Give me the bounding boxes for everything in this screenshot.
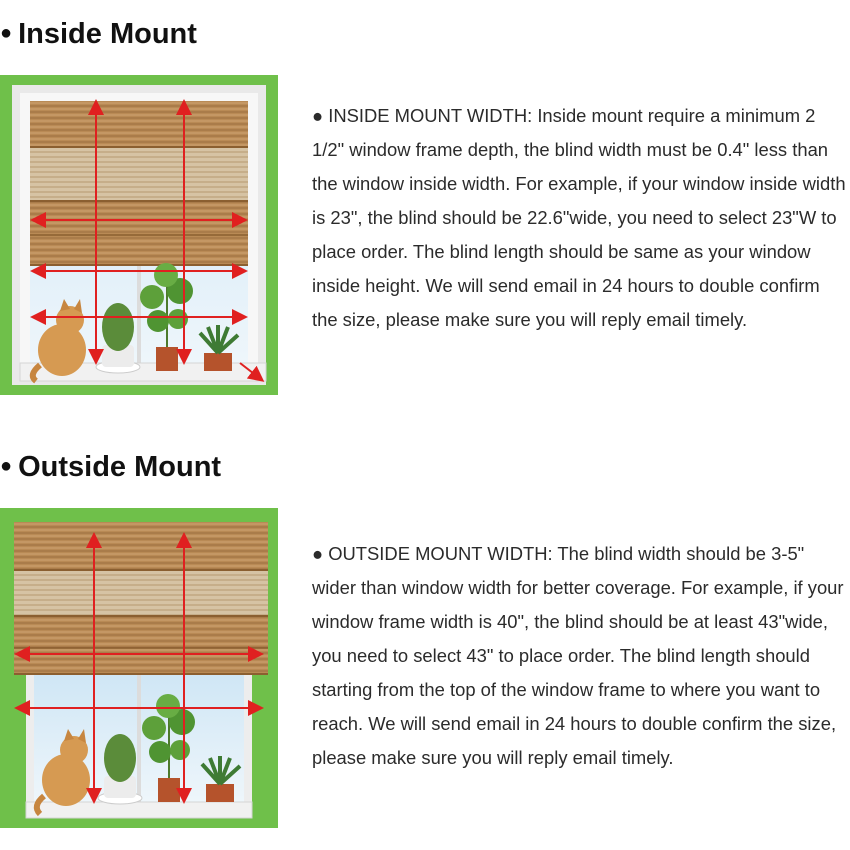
bamboo-shade xyxy=(30,101,248,265)
heading-bullet: ● xyxy=(0,22,13,44)
outside-mount-title: Outside Mount xyxy=(18,451,222,483)
inside-mount-title: Inside Mount xyxy=(18,18,197,50)
inside-mount-heading xyxy=(0,20,197,49)
bamboo-shade xyxy=(14,522,268,674)
inside-mount-description: ● INSIDE MOUNT WIDTH: Inside mount require a minimum 2 1/2" window frame depth, the blind width must be 0.4" less than the window inside width. For example, if your window inside width is 23", the blind should be 22.6"wide, you need to select 23"W to place order. The blind length should be same as your window inside height. We will send email in 24 hours to double confirm the size, please make sure you will reply email timely. xyxy=(312,105,846,330)
outside-mount-illustration xyxy=(0,508,278,828)
heading-bullet: ● xyxy=(0,455,13,477)
outside-mount-description: ● OUTSIDE MOUNT WIDTH: The blind width should be 3-5" wider than window width for better coverage. For example, if your window frame width is 40", the blind should be at least 43"wide, you need to select 43" to place order. The blind length should starting from the top of the window frame to where you want to reach. We will send email in 24 hours to double confirm the size, please make sure you will reply email timely. xyxy=(312,543,844,768)
outside-mount-heading xyxy=(0,453,221,482)
inside-mount-illustration xyxy=(0,75,278,395)
